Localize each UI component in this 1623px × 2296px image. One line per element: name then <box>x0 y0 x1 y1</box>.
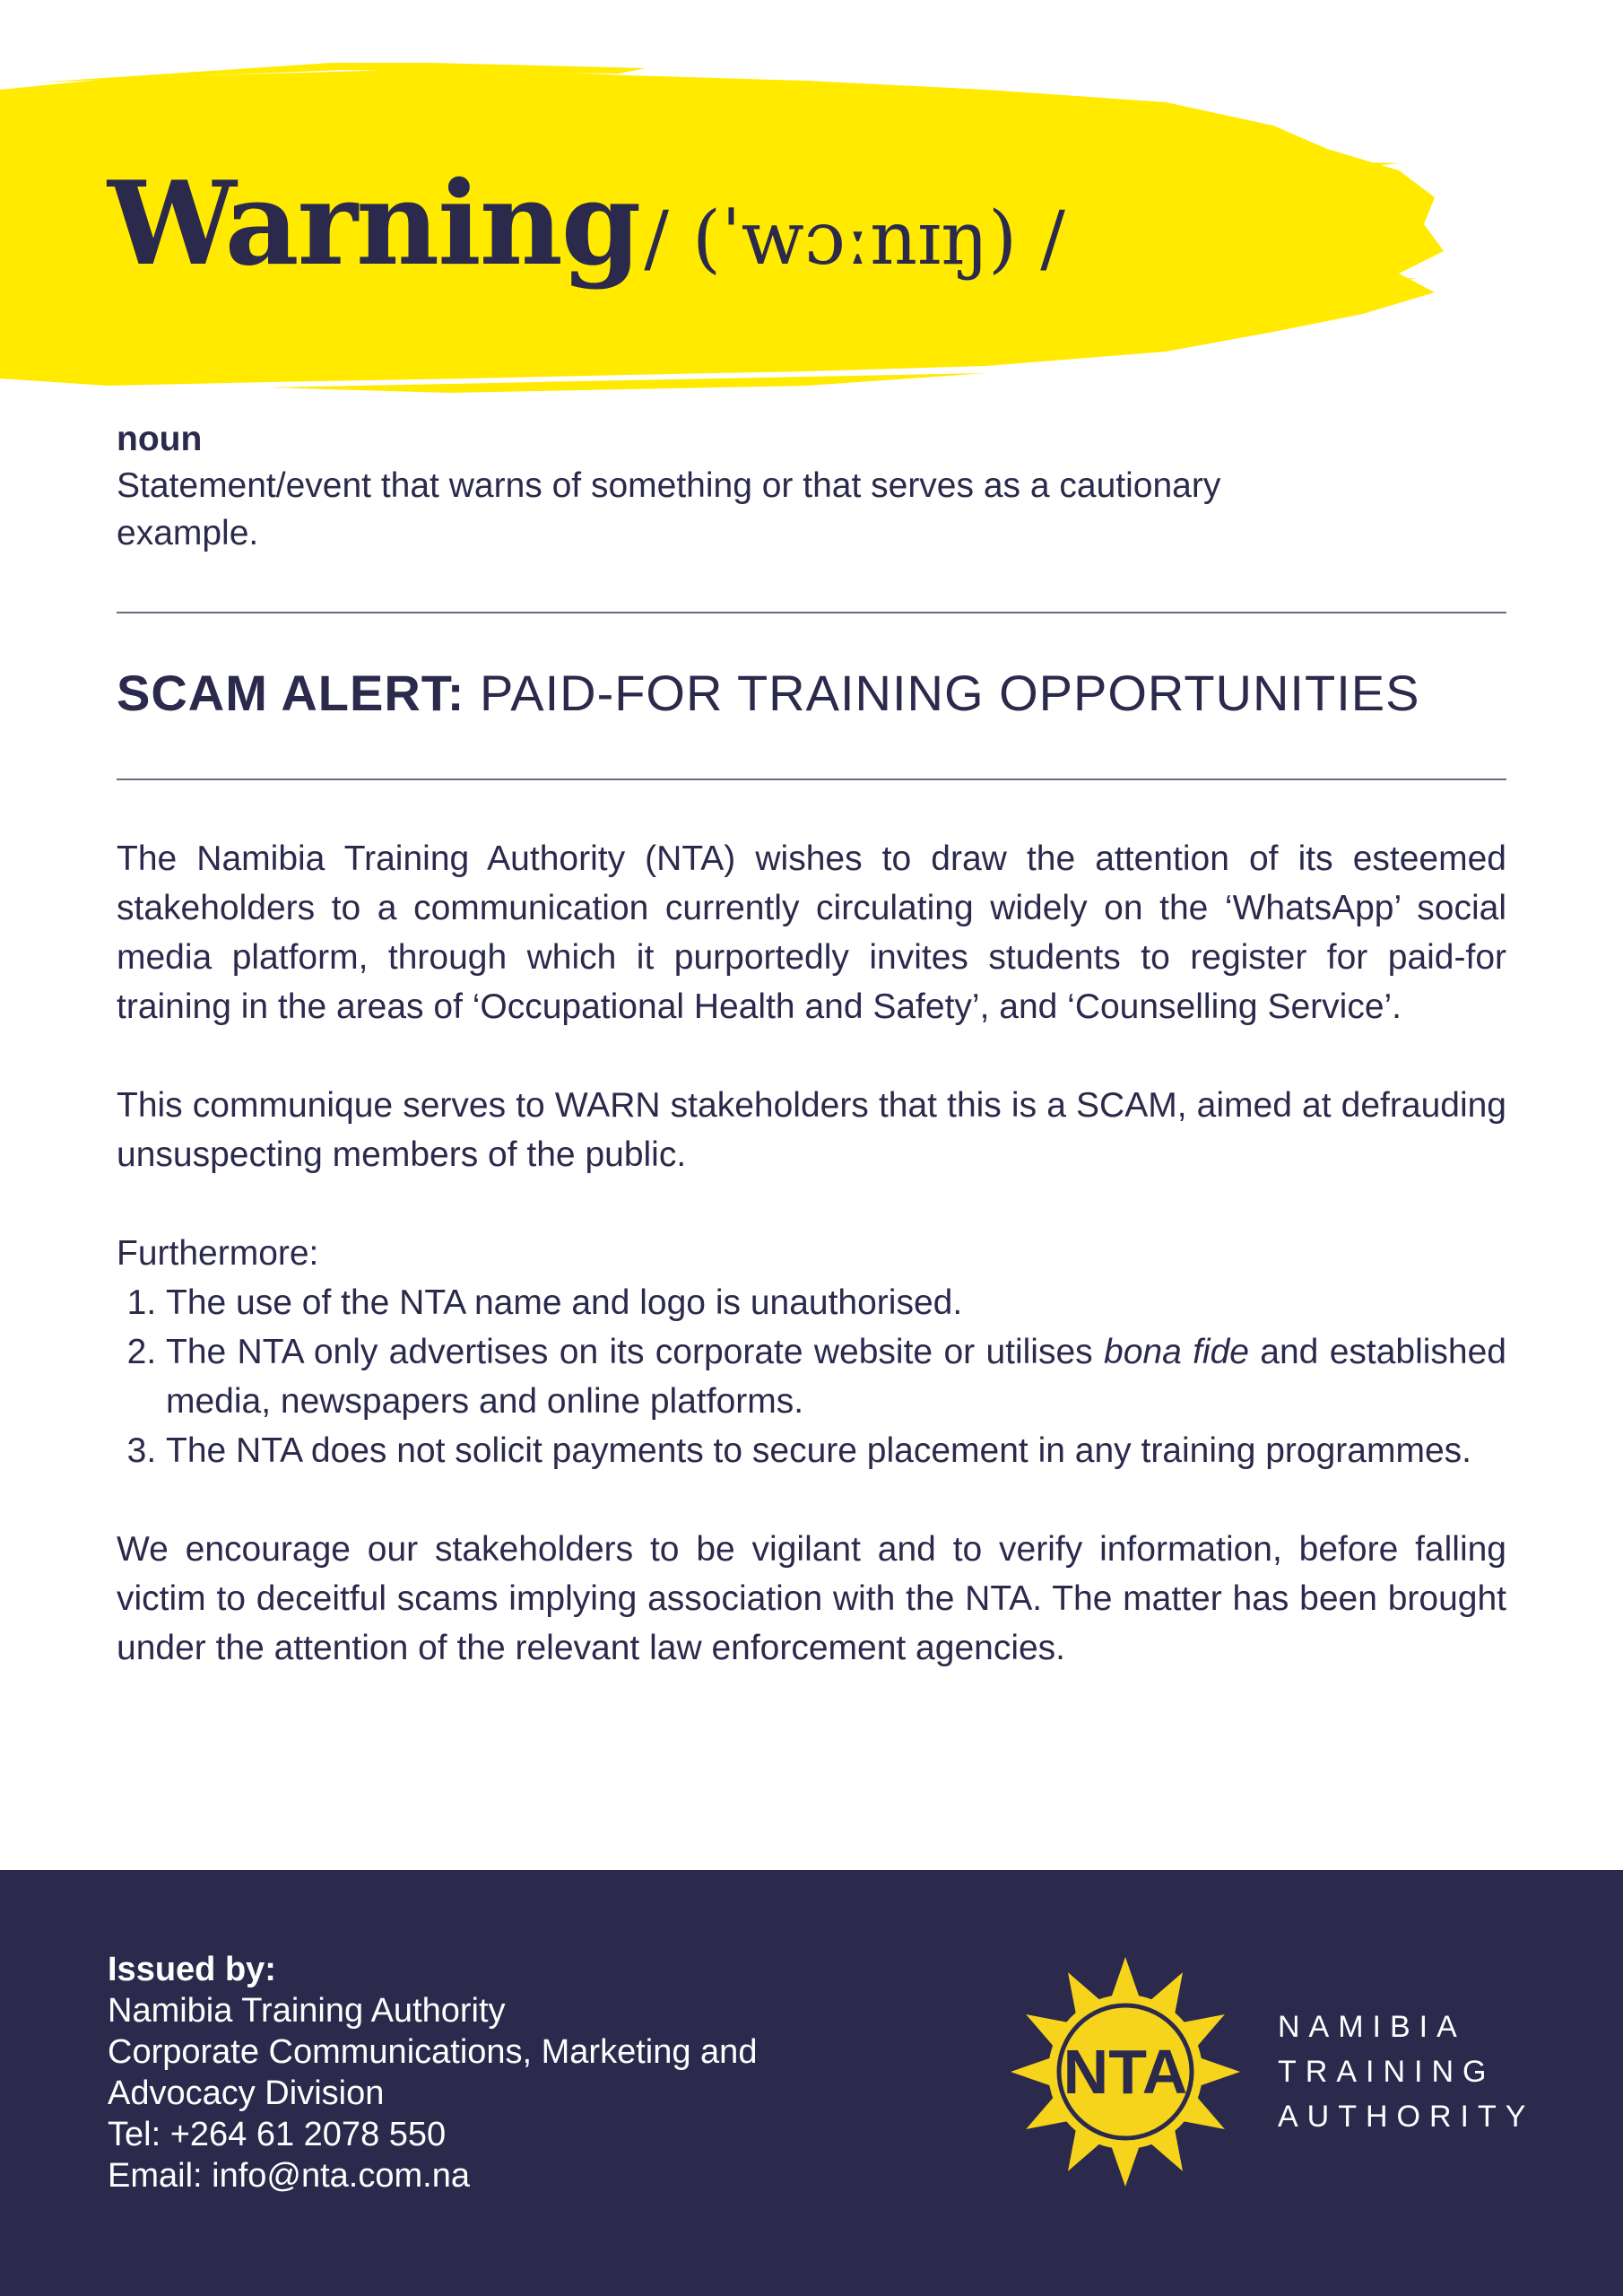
definition <box>117 417 1282 557</box>
paragraph-closing: We encourage our stakeholders to be vigilant and to verify information, before falling victim to deceitful scams implying association with the NTA. The matter has been brought under the attention of the relevant law enforcement agencies. <box>117 1530 1506 1667</box>
issuer-details <box>108 1949 757 2196</box>
issuer-division: Corporate Communications, Marketing and <box>108 2033 758 2071</box>
logo-wordmark <box>1278 2005 1534 2139</box>
logo-word: AUTHORITY <box>1278 2100 1535 2134</box>
list-item-text: The NTA only advertises on its corporate website or utilises <box>166 1333 1104 1371</box>
issuer-division-cont: Advocacy Division <box>108 2074 385 2112</box>
list-item-text: and established media, newspapers and online platforms. <box>166 1333 1506 1421</box>
list-item: 3. The NTA does not solicit payments to secure placement in any training programmes. <box>166 1426 1506 1475</box>
headword-word: Warning <box>108 157 640 291</box>
issuer-tel: Tel: +264 61 2078 550 <box>108 2116 447 2153</box>
part-of-speech: noun <box>117 420 203 458</box>
scam-alert-heading <box>117 664 1419 722</box>
bona-fide-term: bona fide <box>1104 1333 1249 1371</box>
logo-word: TRAINING <box>1278 2055 1496 2089</box>
paragraph-warning: This communique serves to WARN stakeholders that this is a SCAM, aimed at defrauding unsuspecting members of the public. <box>117 1086 1506 1174</box>
headword-phonetic: / (ˈwɔːnɪŋ) / <box>644 196 1065 282</box>
definition-text: Statement/event that warns of something or that serves as a cautionary example. <box>117 466 1221 552</box>
logo-word: NAMIBIA <box>1278 2010 1466 2044</box>
paragraph-intro: The Namibia Training Authority (NTA) wishes to draw the attention of its esteemed stakeholders to a communication currently circulating widely on the ‘WhatsApp’ social media platform, through which it purportedly invites students to register for paid-for training in the areas of ‘Occupational Health and Safety’, and ‘Counselling Service’. <box>117 839 1506 1026</box>
footer <box>0 1870 1623 2296</box>
issuer-email: Email: info@nta.com.na <box>108 2157 470 2195</box>
nta-sun-logo-icon <box>1009 1955 1242 2188</box>
headword <box>108 157 1065 291</box>
alert-label: SCAM ALERT: <box>117 665 465 721</box>
issuer-org: Namibia Training Authority <box>108 1992 506 2030</box>
list-item: 1. The use of the NTA name and logo is unauthorised. <box>166 1278 1506 1327</box>
divider-bottom <box>117 778 1506 780</box>
issued-by-label: Issued by: <box>108 1951 276 1988</box>
furthermore-label: Furthermore: <box>117 1234 319 1273</box>
points-list <box>117 1278 1506 1475</box>
logo-mark-text: NTA <box>1063 2037 1188 2107</box>
notice-body <box>117 834 1506 1722</box>
divider-top <box>117 612 1506 613</box>
alert-title: PAID-FOR TRAINING OPPORTUNITIES <box>480 665 1420 721</box>
list-item <box>166 1327 1506 1426</box>
